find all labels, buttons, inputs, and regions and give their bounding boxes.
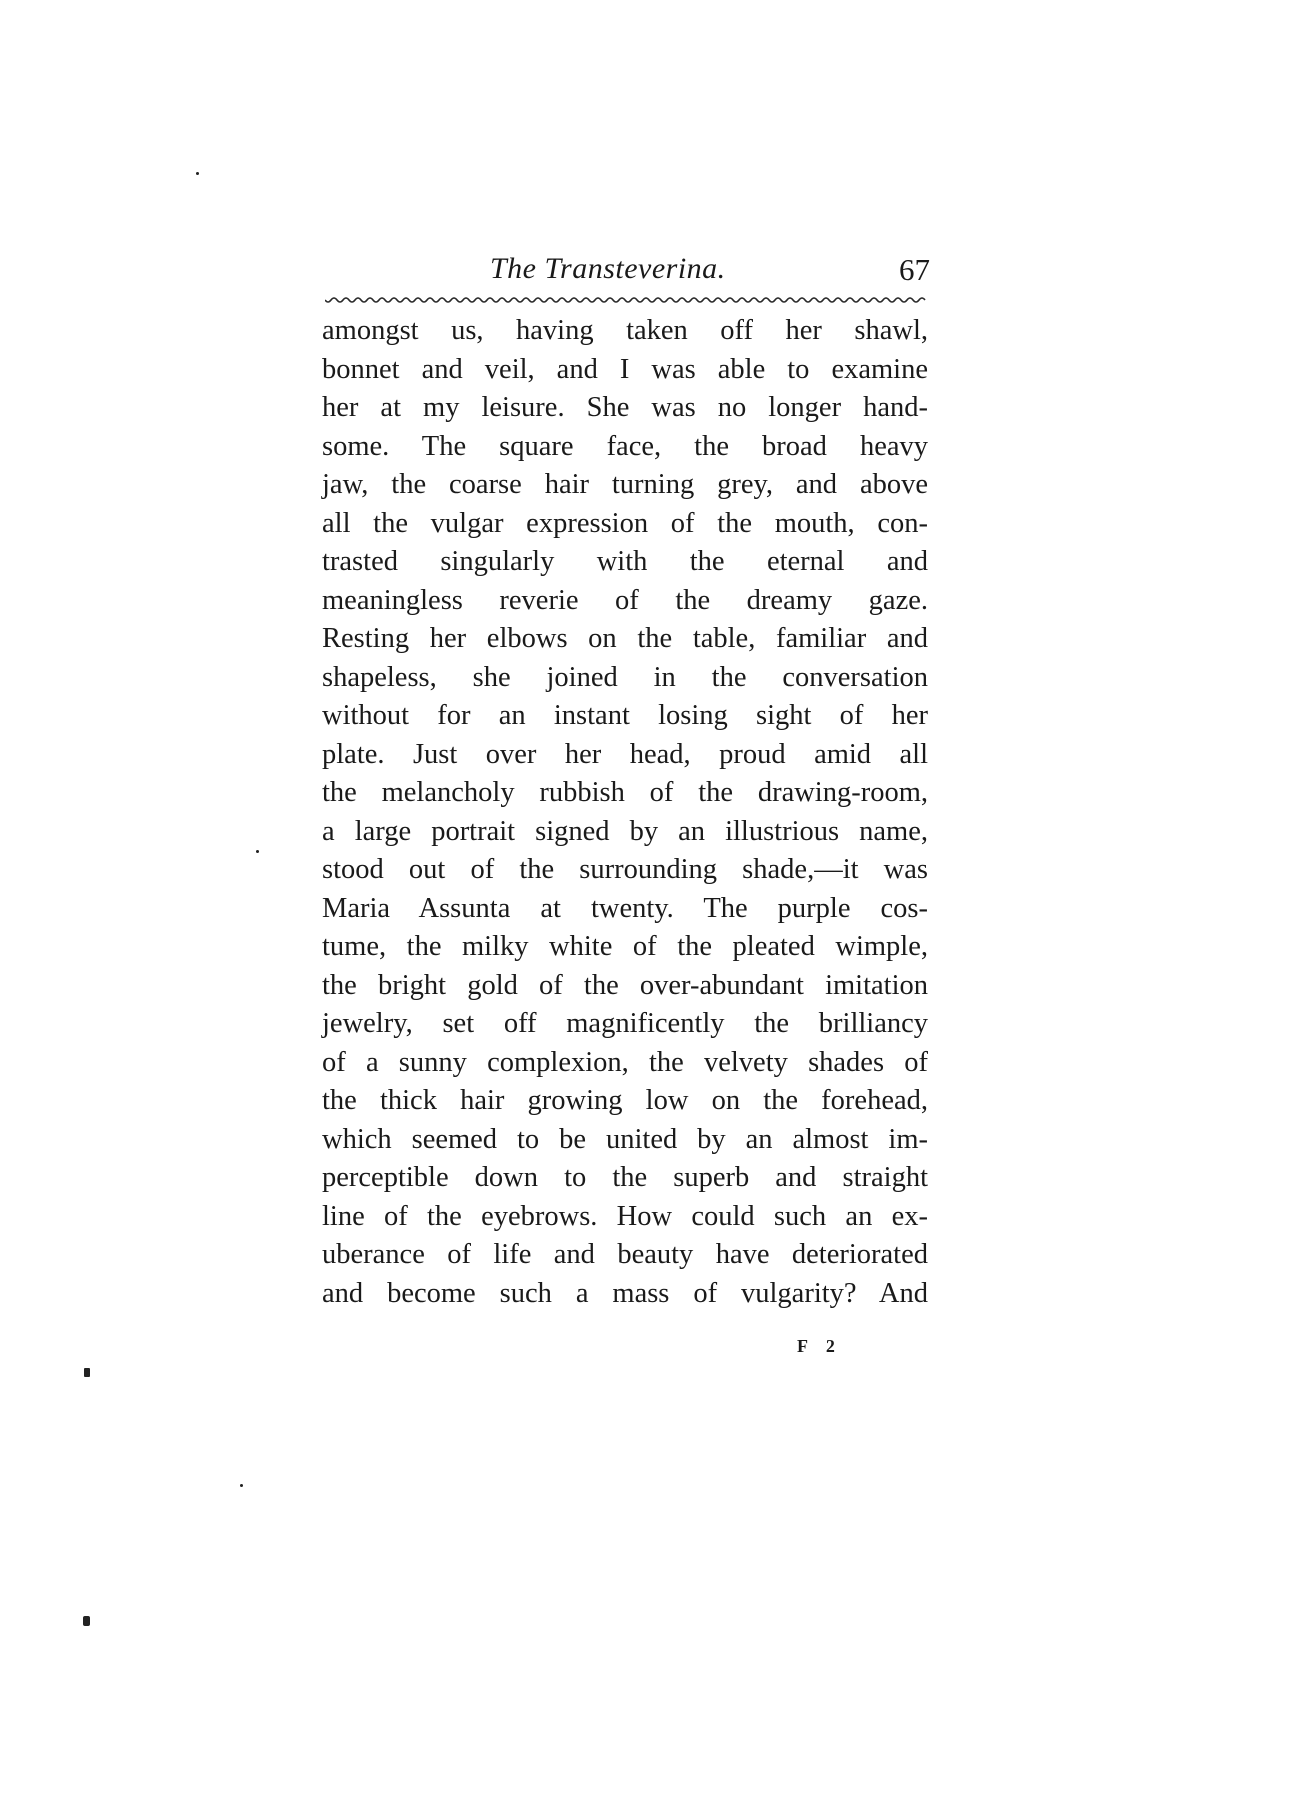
text-line: the bright gold of the over-abundant imitation bbox=[322, 969, 928, 1001]
text-line: a large portrait signed by an illustrious name, bbox=[322, 815, 928, 847]
running-head bbox=[320, 252, 930, 292]
text-line: which seemed to be united by an almost im- bbox=[322, 1123, 928, 1155]
text-line: bonnet and veil, and I was able to examine bbox=[322, 353, 928, 385]
scan-speck bbox=[256, 850, 259, 853]
text-line: shapeless, she joined in the conversation bbox=[322, 661, 928, 693]
text-line: and become such a mass of vulgarity? And bbox=[322, 1277, 928, 1309]
text-line: plate. Just over her head, proud amid all bbox=[322, 738, 928, 770]
text-line: trasted singularly with the eternal and bbox=[322, 546, 928, 577]
text-line: her at my leisure. She was no longer hand- bbox=[322, 392, 928, 423]
running-title: The Transteverina. bbox=[490, 252, 726, 285]
text-line: stood out of the surrounding shade,—it was bbox=[322, 854, 928, 885]
text-line: jewelry, set off magnificently the brilliancy bbox=[322, 1008, 928, 1039]
text-line: Maria Assunta at twenty. The purple cos- bbox=[322, 892, 928, 924]
text-line: meaningless reverie of the dreamy gaze. bbox=[322, 584, 928, 616]
text-line: line of the eyebrows. How could such an ex- bbox=[322, 1200, 928, 1232]
text-line: all the vulgar expression of the mouth, con- bbox=[322, 507, 928, 539]
text-line: the thick hair growing low on the forehead, bbox=[322, 1085, 928, 1116]
text-line: jaw, the coarse hair turning grey, and above bbox=[322, 469, 928, 500]
text-line: some. The square face, the broad heavy bbox=[322, 430, 928, 462]
text-line: perceptible down to the superb and straight bbox=[322, 1162, 928, 1193]
text-line: amongst us, having taken off her shawl, bbox=[322, 315, 928, 346]
scan-speck bbox=[240, 1484, 243, 1487]
text-line: Resting her elbows on the table, familiar and bbox=[322, 623, 928, 654]
text-line: the melancholy rubbish of the drawing-room, bbox=[322, 777, 928, 808]
text-line: without for an instant losing sight of her bbox=[322, 700, 928, 731]
page-number: 67 bbox=[899, 252, 930, 287]
scan-speck bbox=[83, 1616, 90, 1626]
decorative-wavy-rule bbox=[325, 295, 927, 305]
scan-speck bbox=[84, 1368, 90, 1377]
text-line: tume, the milky white of the pleated wimple, bbox=[322, 931, 928, 962]
body-text bbox=[322, 312, 928, 1313]
text-line: uberance of life and beauty have deteriorated bbox=[322, 1239, 928, 1270]
scan-speck bbox=[196, 172, 199, 175]
text-line: of a sunny complexion, the velvety shades of bbox=[322, 1046, 928, 1078]
signature-mark: F 2 bbox=[797, 1336, 842, 1356]
